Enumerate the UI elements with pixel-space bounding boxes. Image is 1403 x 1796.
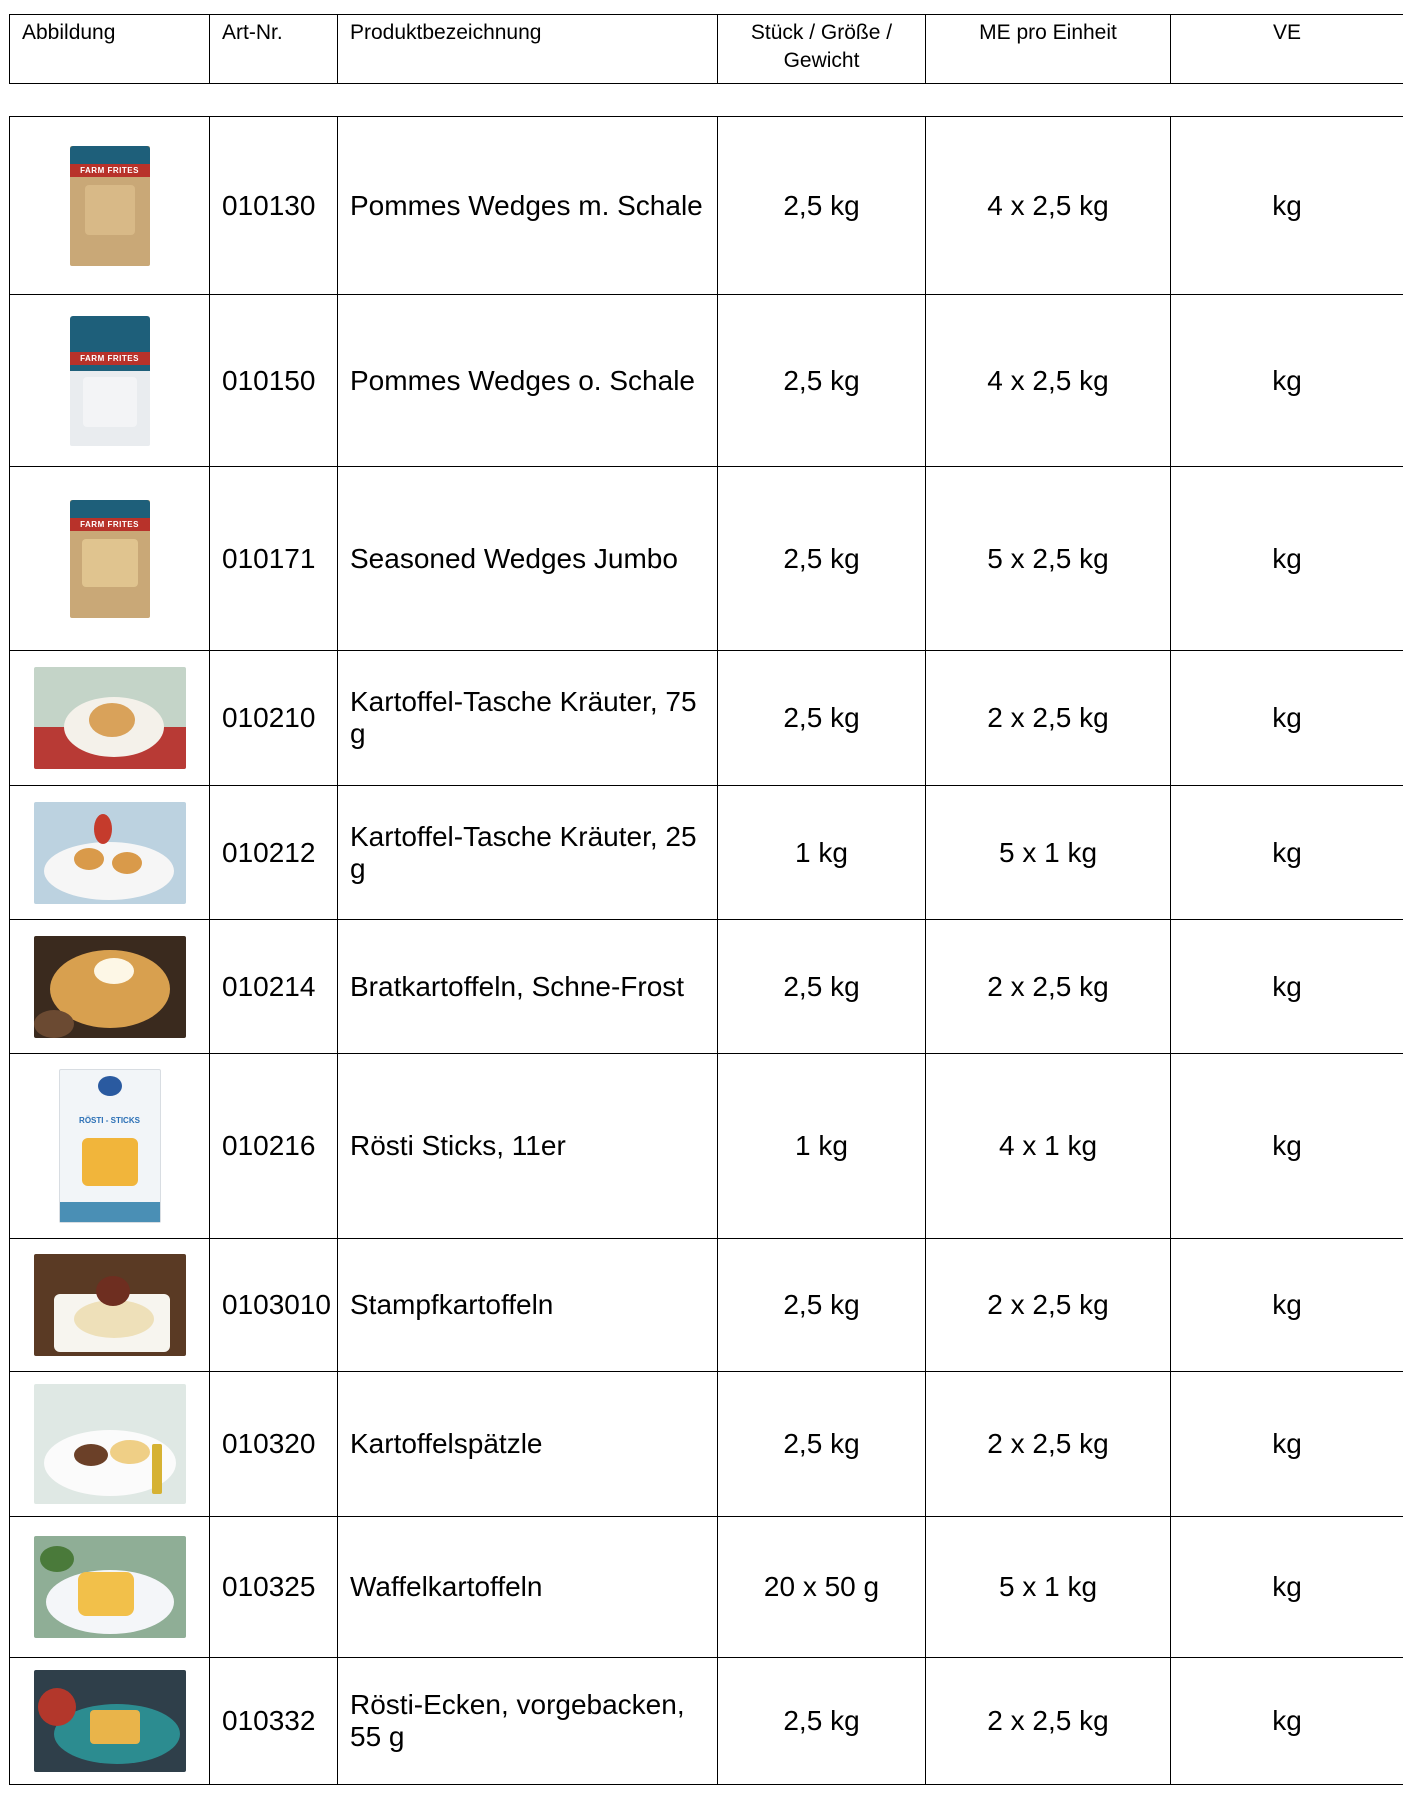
header-row — [10, 15, 1403, 84]
product-size: 2,5 kg — [718, 467, 926, 651]
product-image-cell — [10, 467, 210, 651]
product-photo — [34, 802, 186, 904]
product-image-cell — [10, 920, 210, 1054]
table-row — [10, 1658, 1403, 1785]
me-per-unit: 2 x 2,5 kg — [926, 1372, 1171, 1517]
table-row — [10, 295, 1403, 467]
ve: kg — [1171, 117, 1403, 295]
me-per-unit: 5 x 2,5 kg — [926, 467, 1171, 651]
article-no: 010210 — [210, 651, 338, 786]
me-per-unit: 4 x 2,5 kg — [926, 295, 1171, 467]
product-table — [9, 116, 1403, 1785]
product-image-cell — [10, 1239, 210, 1372]
article-no: 010325 — [210, 1517, 338, 1658]
product-name: Seasoned Wedges Jumbo — [338, 467, 718, 651]
article-no: 0103010 — [210, 1239, 338, 1372]
product-image-cell — [10, 295, 210, 467]
ve: kg — [1171, 786, 1403, 920]
table-row — [10, 1372, 1403, 1517]
product-name: Rösti-Ecken, vorgebacken, 55 g — [338, 1658, 718, 1785]
header-article-no: Art-Nr. — [210, 15, 338, 84]
product-size: 2,5 kg — [718, 1372, 926, 1517]
table-row — [10, 467, 1403, 651]
product-image-cell — [10, 1372, 210, 1517]
table-row — [10, 1517, 1403, 1658]
ve: kg — [1171, 295, 1403, 467]
product-image-cell — [10, 1054, 210, 1239]
ve: kg — [1171, 1372, 1403, 1517]
product-size: 2,5 kg — [718, 1239, 926, 1372]
product-size: 2,5 kg — [718, 117, 926, 295]
ve: kg — [1171, 1658, 1403, 1785]
product-size: 1 kg — [718, 786, 926, 920]
product-bag-image: FARM FRITES — [70, 146, 150, 266]
product-size: 2,5 kg — [718, 295, 926, 467]
product-photo — [34, 1536, 186, 1638]
product-bag-image: RÖSTI - STICKS — [59, 1069, 161, 1223]
me-per-unit: 4 x 1 kg — [926, 1054, 1171, 1239]
product-image-cell — [10, 117, 210, 295]
header-table — [9, 14, 1403, 84]
ve: kg — [1171, 651, 1403, 786]
me-per-unit: 2 x 2,5 kg — [926, 1239, 1171, 1372]
product-name: Kartoffelspätzle — [338, 1372, 718, 1517]
product-size: 1 kg — [718, 1054, 926, 1239]
product-photo — [34, 667, 186, 769]
product-name: Stampfkartoffeln — [338, 1239, 718, 1372]
me-per-unit: 2 x 2,5 kg — [926, 1658, 1171, 1785]
product-photo — [34, 1670, 186, 1772]
product-photo — [34, 936, 186, 1038]
product-photo — [34, 1384, 186, 1504]
header-product-name: Produktbezeichnung — [338, 15, 718, 84]
me-per-unit: 4 x 2,5 kg — [926, 117, 1171, 295]
table-row — [10, 920, 1403, 1054]
article-no: 010320 — [210, 1372, 338, 1517]
header-image: Abbildung — [10, 15, 210, 84]
product-size: 20 x 50 g — [718, 1517, 926, 1658]
table-row — [10, 1054, 1403, 1239]
ve: kg — [1171, 1517, 1403, 1658]
ve: kg — [1171, 1054, 1403, 1239]
article-no: 010332 — [210, 1658, 338, 1785]
article-no: 010150 — [210, 295, 338, 467]
me-per-unit: 2 x 2,5 kg — [926, 651, 1171, 786]
product-image-cell — [10, 1658, 210, 1785]
article-no: 010212 — [210, 786, 338, 920]
product-name: Kartoffel-Tasche Kräuter, 75 g — [338, 651, 718, 786]
product-name: Pommes Wedges o. Schale — [338, 295, 718, 467]
product-name: Waffelkartoffeln — [338, 1517, 718, 1658]
table-row — [10, 1239, 1403, 1372]
product-image-cell — [10, 651, 210, 786]
header-me-per-unit: ME pro Einheit — [926, 15, 1171, 84]
table-row — [10, 651, 1403, 786]
ve: kg — [1171, 1239, 1403, 1372]
product-name: Pommes Wedges m. Schale — [338, 117, 718, 295]
header-size: Stück / Größe / Gewicht — [718, 15, 926, 84]
product-image-cell — [10, 1517, 210, 1658]
article-no: 010214 — [210, 920, 338, 1054]
ve: kg — [1171, 920, 1403, 1054]
product-bag-image: FARM FRITES — [70, 500, 150, 618]
article-no: 010216 — [210, 1054, 338, 1239]
article-no: 010130 — [210, 117, 338, 295]
product-name: Bratkartoffeln, Schne-Frost — [338, 920, 718, 1054]
table-row — [10, 786, 1403, 920]
me-per-unit: 5 x 1 kg — [926, 786, 1171, 920]
product-size: 2,5 kg — [718, 651, 926, 786]
product-name: Rösti Sticks, 11er — [338, 1054, 718, 1239]
product-size: 2,5 kg — [718, 1658, 926, 1785]
product-name: Kartoffel-Tasche Kräuter, 25 g — [338, 786, 718, 920]
product-size: 2,5 kg — [718, 920, 926, 1054]
article-no: 010171 — [210, 467, 338, 651]
ve: kg — [1171, 467, 1403, 651]
product-bag-image: FARM FRITES — [70, 316, 150, 446]
me-per-unit: 2 x 2,5 kg — [926, 920, 1171, 1054]
product-photo — [34, 1254, 186, 1356]
table-row — [10, 117, 1403, 295]
product-image-cell — [10, 786, 210, 920]
me-per-unit: 5 x 1 kg — [926, 1517, 1171, 1658]
header-ve: VE — [1171, 15, 1403, 84]
